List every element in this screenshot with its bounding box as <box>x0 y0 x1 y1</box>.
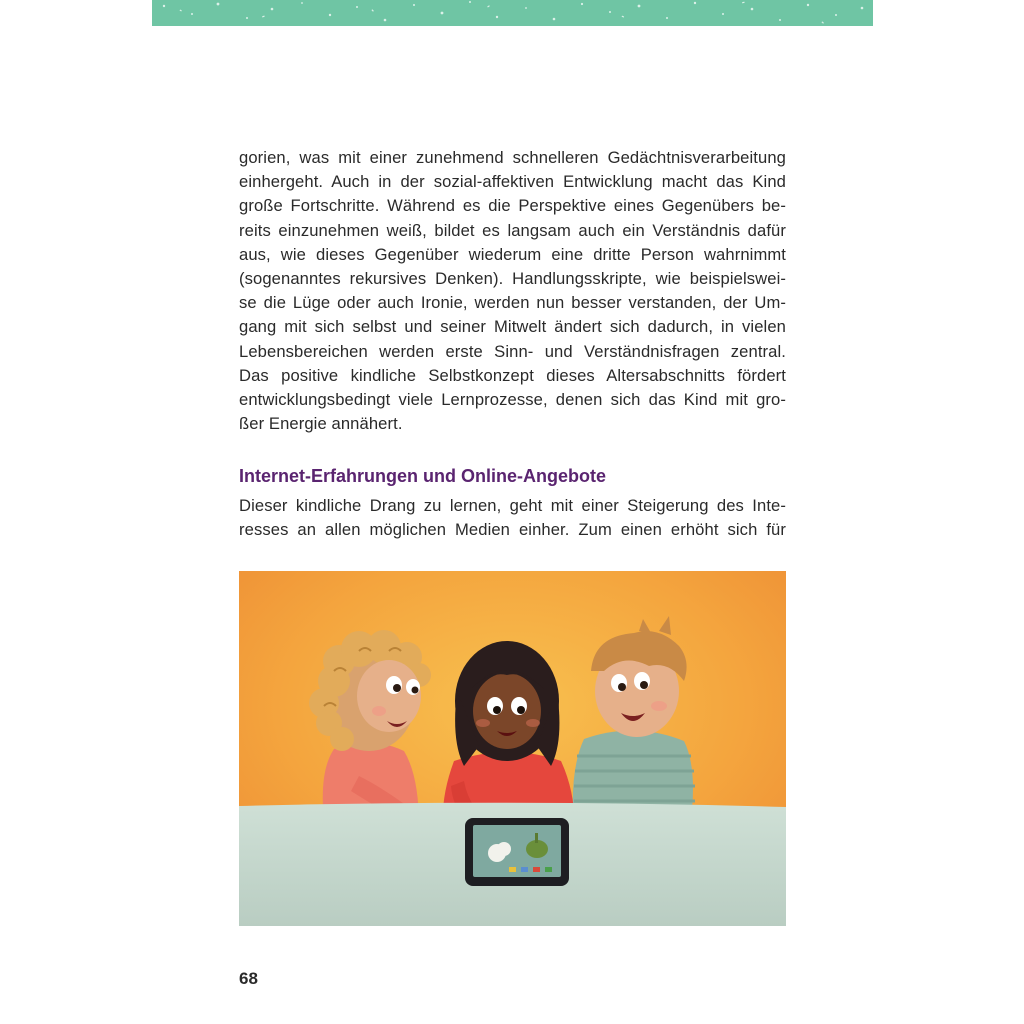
text-line: reits einzunehmen weiß, bildet es langsam auch ein Verständnis dafür <box>239 220 786 240</box>
text-line: einhergeht. Auch in der sozial-affektiven Entwicklung macht das Kind <box>239 172 786 192</box>
body-paragraph-1 <box>239 146 786 436</box>
text-line: aus, wie dieses Gegenüber wiederum eine dritte Person wahrnimmt <box>239 244 786 264</box>
text-line: gang mit sich selbst und seiner Mitwelt ändert sich dadurch, in vielen <box>239 317 786 337</box>
text-line: ßer Energie annähert. <box>239 414 403 434</box>
text-line: Das positive kindliche Selbstkonzept dieses Altersabschnitts fördert <box>239 365 786 385</box>
text-line: Lebensbereichen werden erste Sinn- und Verständnisfragen zentral. <box>239 341 786 361</box>
text-line: entwicklungsbedingt viele Lernprozesse, denen sich das Kind mit gro- <box>239 390 786 410</box>
text-line: Dieser kindliche Drang zu lernen, geht mit einer Steigerung des Inte- <box>239 496 786 515</box>
text-line: große Fortschritte. Während es die Perspektive eines Gegenübers be- <box>239 196 786 216</box>
text-line: (sogenanntes rekursives Denken). Handlungsskripte, wie beispielswei- <box>239 269 786 289</box>
text-line: resses an allen möglichen Medien einher. Zum einen erhöht sich für <box>239 520 786 540</box>
tablet-device <box>465 818 569 886</box>
text-line: se die Lüge oder auch Ironie, werden nun besser verstanden, der Um- <box>239 293 786 313</box>
page-number: 68 <box>239 969 258 988</box>
section-heading: Internet-Erfahrungen und Online-Angebote <box>239 466 606 486</box>
text-line: gorien, was mit einer zunehmend schnelleren Gedächtnisverarbeitung <box>239 148 786 167</box>
children-tablet-illustration <box>239 571 786 926</box>
body-paragraph-2 <box>239 494 786 542</box>
top-decorative-band <box>152 0 873 26</box>
illustration-drawing <box>239 571 786 926</box>
band-texture <box>152 0 873 26</box>
